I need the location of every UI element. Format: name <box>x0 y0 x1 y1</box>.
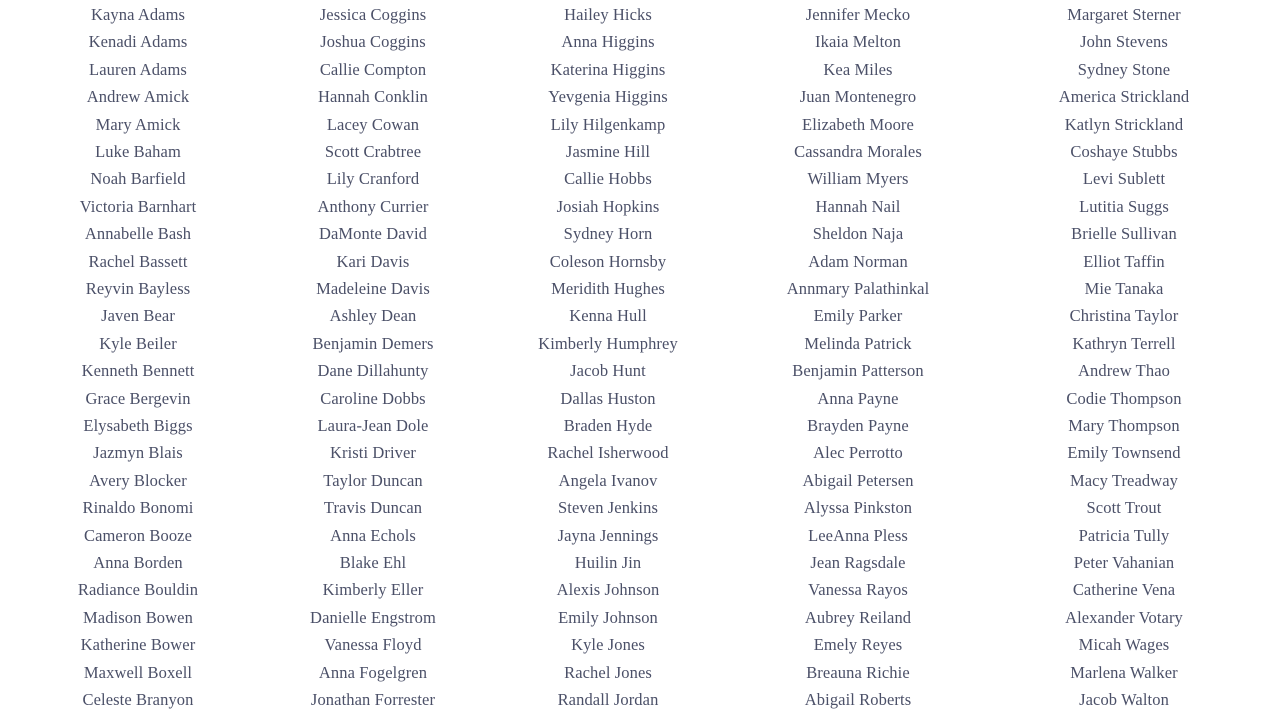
name-entry: Dane Dillahunty <box>317 361 429 381</box>
name-entry: Adam Norman <box>808 251 908 271</box>
name-entry: Blake Ehl <box>339 553 407 572</box>
name-entry: Alec Perrotto <box>813 443 903 463</box>
name-entry: Braden Hyde <box>563 416 653 435</box>
name-entry: Katlyn Strickland <box>1064 114 1184 134</box>
name-entry: Abigail Roberts <box>804 690 912 709</box>
name-entry: Annabelle Bash <box>84 224 192 244</box>
name-entry: Yevgenia Higgins <box>548 87 668 107</box>
name-entry: Patricia Tully <box>1078 525 1170 545</box>
name-entry: Randall Jordan <box>557 690 659 709</box>
name-entry: Hannah Conklin <box>317 87 428 107</box>
name-entry: Kenna Hull <box>569 306 647 326</box>
name-entry: Mary Thompson <box>1068 416 1180 435</box>
name-entry: Jennifer Mecko <box>805 5 911 24</box>
name-entry: Noah Barfield <box>90 169 186 189</box>
name-entry: Kyle Jones <box>571 635 645 655</box>
name-entry: Emily Parker <box>813 306 903 326</box>
name-entry: Peter Vahanian <box>1073 553 1175 572</box>
name-entry: Vanessa Floyd <box>324 635 422 655</box>
name-entry: Andrew Amick <box>86 87 190 107</box>
name-entry: Cameron Booze <box>83 525 193 545</box>
name-entry: Madison Bowen <box>83 607 193 627</box>
name-entry: Emily Townsend <box>1067 443 1181 463</box>
name-entry: Anna Echols <box>330 525 416 545</box>
name-entry: Scott Trout <box>1086 498 1162 518</box>
name-entry: Jacob Walton <box>1079 690 1169 709</box>
name-entry: Andrew Thao <box>1078 361 1170 381</box>
name-entry: Melinda Patrick <box>804 333 912 353</box>
name-entry: Jazmyn Blais <box>93 443 183 463</box>
name-entry: Benjamin Demers <box>312 333 434 353</box>
name-entry: Margaret Sterner <box>1067 5 1181 24</box>
name-entry: Brielle Sullivan <box>1071 224 1177 244</box>
name-entry: Anna Payne <box>817 388 899 408</box>
name-entry: Kimberly Eller <box>322 580 424 600</box>
name-entry: Anna Fogelgren <box>318 662 428 682</box>
name-entry: Luke Baham <box>95 142 181 161</box>
name-entry: Laura-Jean Dole <box>317 416 429 435</box>
name-entry: Madeleine Davis <box>316 279 430 298</box>
name-entry: Jasmine Hill <box>565 142 651 161</box>
name-entry: Micah Wages <box>1078 635 1170 655</box>
name-entry: William Myers <box>807 169 909 189</box>
name-entry: Rachel Isherwood <box>547 443 669 463</box>
name-entry: Scott Crabtree <box>324 142 422 161</box>
name-entry: Cassandra Morales <box>794 142 922 161</box>
name-entry: Rachel Bassett <box>88 251 188 271</box>
name-entry: Meridith Hughes <box>551 279 665 298</box>
name-entry: Coshaye Stubbs <box>1070 142 1178 161</box>
name-entry: Katherine Bower <box>80 635 196 655</box>
name-entry: Rinaldo Bonomi <box>82 498 194 518</box>
name-entry: Josiah Hopkins <box>556 196 660 216</box>
name-entry: Sheldon Naja <box>812 224 904 244</box>
name-entry: Rachel Jones <box>564 662 652 682</box>
name-entry: Maxwell Boxell <box>83 662 193 682</box>
name-entry: Jayna Jennings <box>557 525 659 545</box>
name-entry: Elizabeth Moore <box>802 114 914 134</box>
name-entry: Alexis Johnson <box>556 580 660 600</box>
name-entry: Lacey Cowan <box>326 114 420 134</box>
name-entry: Emily Johnson <box>558 607 658 627</box>
name-entry: Jessica Coggins <box>319 5 427 24</box>
name-entry: Christina Taylor <box>1069 306 1179 326</box>
name-entry: Callie Compton <box>319 59 427 79</box>
name-entry: Katerina Higgins <box>550 59 666 79</box>
name-entry: Mary Amick <box>95 114 181 134</box>
name-entry: Lily Cranford <box>326 169 420 189</box>
name-entry: Dallas Huston <box>560 388 656 408</box>
name-entry: Macy Treadway <box>1069 470 1179 490</box>
name-entry: Breauna Richie <box>806 662 910 682</box>
name-entry: Anthony Currier <box>317 196 429 216</box>
name-entry: Kea Miles <box>823 59 893 79</box>
name-entry: Jacob Hunt <box>570 361 646 381</box>
name-entry: Kayna Adams <box>90 5 186 24</box>
name-entry: Grace Bergevin <box>85 388 191 408</box>
name-entry: Taylor Duncan <box>323 470 423 490</box>
name-entry: Jonathan Forrester <box>310 690 436 709</box>
name-entry: Kimberly Humphrey <box>538 333 678 353</box>
name-entry: Steven Jenkins <box>558 498 658 518</box>
name-entry: Jean Ragsdale <box>810 553 906 572</box>
name-entry: Javen Bear <box>101 306 175 326</box>
name-entry: Joshua Coggins <box>320 32 426 52</box>
name-entry: Caroline Dobbs <box>320 388 426 408</box>
name-entry: Kyle Beiler <box>99 333 177 353</box>
name-entry: LeeAnna Pless <box>808 525 908 545</box>
name-entry: Lauren Adams <box>89 59 187 79</box>
name-entry: Callie Hobbs <box>564 169 652 189</box>
name-entry: Alexander Votary <box>1065 607 1183 627</box>
name-entry: Marlena Walker <box>1070 662 1178 682</box>
name-entry: Mie Tanaka <box>1084 279 1164 298</box>
name-entry: Danielle Engstrom <box>310 607 436 627</box>
name-entry: Hailey Hicks <box>564 5 652 24</box>
name-entry: Victoria Barnhart <box>79 196 197 216</box>
name-entry: Elysabeth Biggs <box>83 416 193 435</box>
name-entry: Sydney Stone <box>1077 59 1171 79</box>
name-entry: Coleson Hornsby <box>549 251 667 271</box>
name-entry: Alyssa Pinkston <box>803 498 913 518</box>
name-entry: Travis Duncan <box>323 498 423 518</box>
name-entry: Elliot Taffin <box>1083 251 1165 271</box>
name-entry: Huilin Jin <box>574 553 642 572</box>
name-entry: Kenneth Bennett <box>81 361 195 381</box>
name-entry: Radiance Bouldin <box>77 580 199 600</box>
name-entry: Codie Thompson <box>1066 388 1182 408</box>
name-entry: Benjamin Patterson <box>792 361 924 381</box>
name-entry: Kari Davis <box>336 251 410 271</box>
name-entry: Hannah Nail <box>815 196 901 216</box>
name-entry: Lily Hilgenkamp <box>550 114 666 134</box>
name-entry: Anna Higgins <box>561 32 655 52</box>
name-entry: Avery Blocker <box>89 470 187 490</box>
name-entry: Kathryn Terrell <box>1072 333 1176 353</box>
name-entry: Kenadi Adams <box>88 32 188 52</box>
name-entry: Ashley Dean <box>329 306 417 326</box>
name-entry: John Stevens <box>1080 32 1168 52</box>
name-entry: Abigail Petersen <box>802 470 914 490</box>
name-entry: Reyvin Bayless <box>85 279 191 298</box>
name-entry: Anna Borden <box>93 553 183 572</box>
name-entry: Celeste Branyon <box>82 690 194 709</box>
name-entry: Vanessa Rayos <box>808 580 908 600</box>
name-entry: Kristi Driver <box>329 443 417 463</box>
name-entry: America Strickland <box>1058 87 1190 107</box>
name-entry: Lutitia Suggs <box>1079 196 1169 216</box>
name-entry: DaMonte David <box>318 224 428 244</box>
name-entry: Catherine Vena <box>1072 580 1176 600</box>
name-entry: Aubrey Reiland <box>804 607 912 627</box>
name-entry: Annmary Palathinkal <box>786 279 930 298</box>
name-entry: Juan Montenegro <box>799 87 917 107</box>
name-entry: Levi Sublett <box>1082 169 1166 189</box>
name-entry: Angela Ivanov <box>558 470 658 490</box>
name-entry: Emely Reyes <box>813 635 903 655</box>
name-entry: Sydney Horn <box>563 224 653 244</box>
name-entry: Ikaia Melton <box>815 32 901 52</box>
name-entry: Brayden Payne <box>807 416 909 435</box>
